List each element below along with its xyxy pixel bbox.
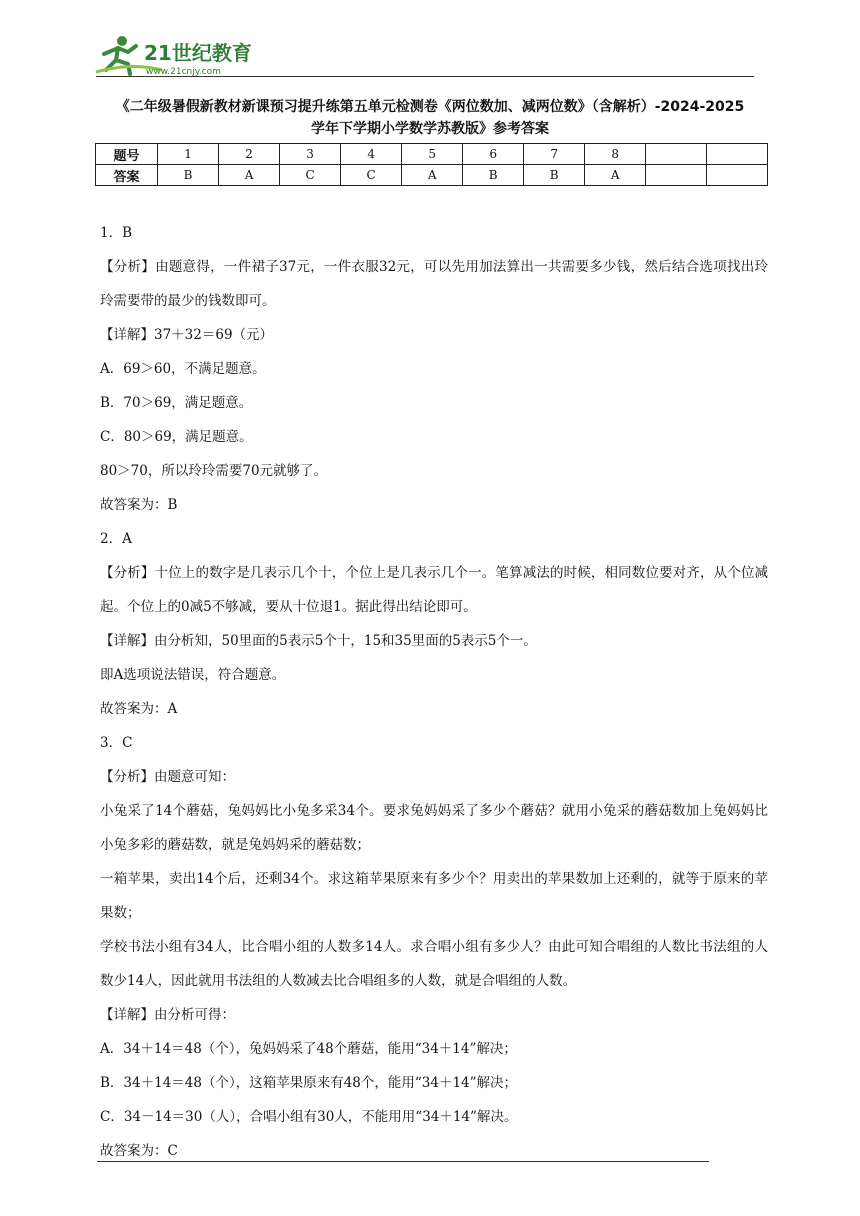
- q3-paragraph-3: 学校书法小组有34人，比合唱小组的人数多14人。求合唱小组有多少人？由此可知合唱组的人数比书法组的人数少14人，因此就用书法组的人数减去比合唱组多的人数，就是合唱组的人数。: [100, 939, 768, 989]
- answer-table-row-answers: [96, 165, 768, 186]
- header-rule: [96, 76, 754, 77]
- logo-url: www.21cnjy.com: [146, 67, 221, 77]
- q3-number: 3．C: [100, 735, 133, 751]
- logo: [92, 32, 262, 78]
- cell-number: 3: [280, 144, 341, 165]
- cell-answer: B: [524, 165, 585, 186]
- q1-conclusion: 80＞70，所以玲玲需要70元就够了。: [100, 463, 328, 479]
- cell-number: [646, 144, 707, 165]
- row-label-answer: 答案: [96, 165, 158, 186]
- q2-answer: 故答案为：A: [100, 701, 178, 717]
- q3-paragraph-1: 小兔采了14个蘑菇，兔妈妈比小兔多采34个。要求兔妈妈采了多少个蘑菇？就用小兔采的蘑菇数加上兔妈妈比小兔多彩的蘑菇数，就是兔妈妈采的蘑菇数；: [100, 803, 768, 853]
- q3-option-c: C．34－14＝30（人），合唱小组有30人，不能用用“34＋14”解决。: [100, 1109, 518, 1125]
- cell-answer: B: [158, 165, 219, 186]
- cell-number: [707, 144, 768, 165]
- q3-option-a: A．34＋14＝48（个），兔妈妈采了48个蘑菇，能用“34＋14”解决；: [100, 1041, 517, 1057]
- q2-note: 即A选项说法错误，符合题意。: [100, 667, 286, 683]
- runner-logo-icon: [92, 32, 262, 78]
- logo-text: 21世纪教育: [144, 41, 252, 65]
- cell-number: 2: [219, 144, 280, 165]
- cell-number: 1: [158, 144, 219, 165]
- cell-answer: A: [219, 165, 280, 186]
- q1-detail: 【详解】37＋32＝69（元）: [100, 327, 274, 343]
- q2-detail: 【详解】由分析知，50里面的5表示5个十，15和35里面的5表示5个一。: [100, 633, 537, 649]
- cell-answer: B: [463, 165, 524, 186]
- q3-analysis: 【分析】由题意可知：: [100, 769, 235, 785]
- q3-paragraph-2: 一箱苹果，卖出14个后，还剩34个。求这箱苹果原来有多少个？用卖出的苹果数加上还剩的，就等于原来的苹果数；: [100, 871, 768, 921]
- q1-answer: 故答案为：B: [100, 497, 178, 513]
- row-label-number: 题号: [96, 144, 158, 165]
- cell-answer: A: [585, 165, 646, 186]
- q3-detail: 【详解】由分析可得：: [100, 1007, 235, 1023]
- cell-answer: [707, 165, 768, 186]
- cell-number: 6: [463, 144, 524, 165]
- answer-table-row-numbers: [96, 144, 768, 165]
- q1-analysis: 【分析】由题意得，一件裙子37元，一件衣服32元，可以先用加法算出一共需要多少钱，然后结合选项找出玲玲需要带的最少的钱数即可。: [100, 259, 768, 309]
- answer-table: [95, 143, 768, 186]
- title-line-2: 学年下学期小学数学苏教版》参考答案: [311, 121, 549, 137]
- cell-number: 7: [524, 144, 585, 165]
- cell-answer: A: [402, 165, 463, 186]
- q2-number: 2．A: [100, 531, 132, 547]
- solutions: [100, 216, 768, 1168]
- q2-analysis: 【分析】十位上的数字是几表示几个十，个位上是几表示几个一。笔算减法的时候，相同数位要对齐，从个位减起。个位上的0减5不够减，要从十位退1。据此得出结论即可。: [100, 565, 768, 615]
- title-line-1: 《二年级暑假新教材新课预习提升练第五单元检测卷《两位数加、减两位数》（含解析）-2024-2025: [115, 99, 745, 115]
- cell-number: 8: [585, 144, 646, 165]
- q1-option-a: A．69＞60，不满足题意。: [100, 361, 266, 377]
- q1-number: 1．B: [100, 225, 133, 241]
- cell-answer: [646, 165, 707, 186]
- q1-option-c: C．80＞69，满足题意。: [100, 429, 253, 445]
- q3-option-b: B．34＋14＝48（个），这箱苹果原来有48个，能用“34＋14”解决；: [100, 1075, 518, 1091]
- q3-answer: 故答案为：C: [100, 1143, 178, 1159]
- cell-answer: C: [280, 165, 341, 186]
- page-title: [90, 96, 770, 140]
- q1-option-b: B．70＞69，满足题意。: [100, 395, 253, 411]
- cell-number: 5: [402, 144, 463, 165]
- footer-rule: [97, 1161, 709, 1162]
- cell-number: 4: [341, 144, 402, 165]
- cell-answer: C: [341, 165, 402, 186]
